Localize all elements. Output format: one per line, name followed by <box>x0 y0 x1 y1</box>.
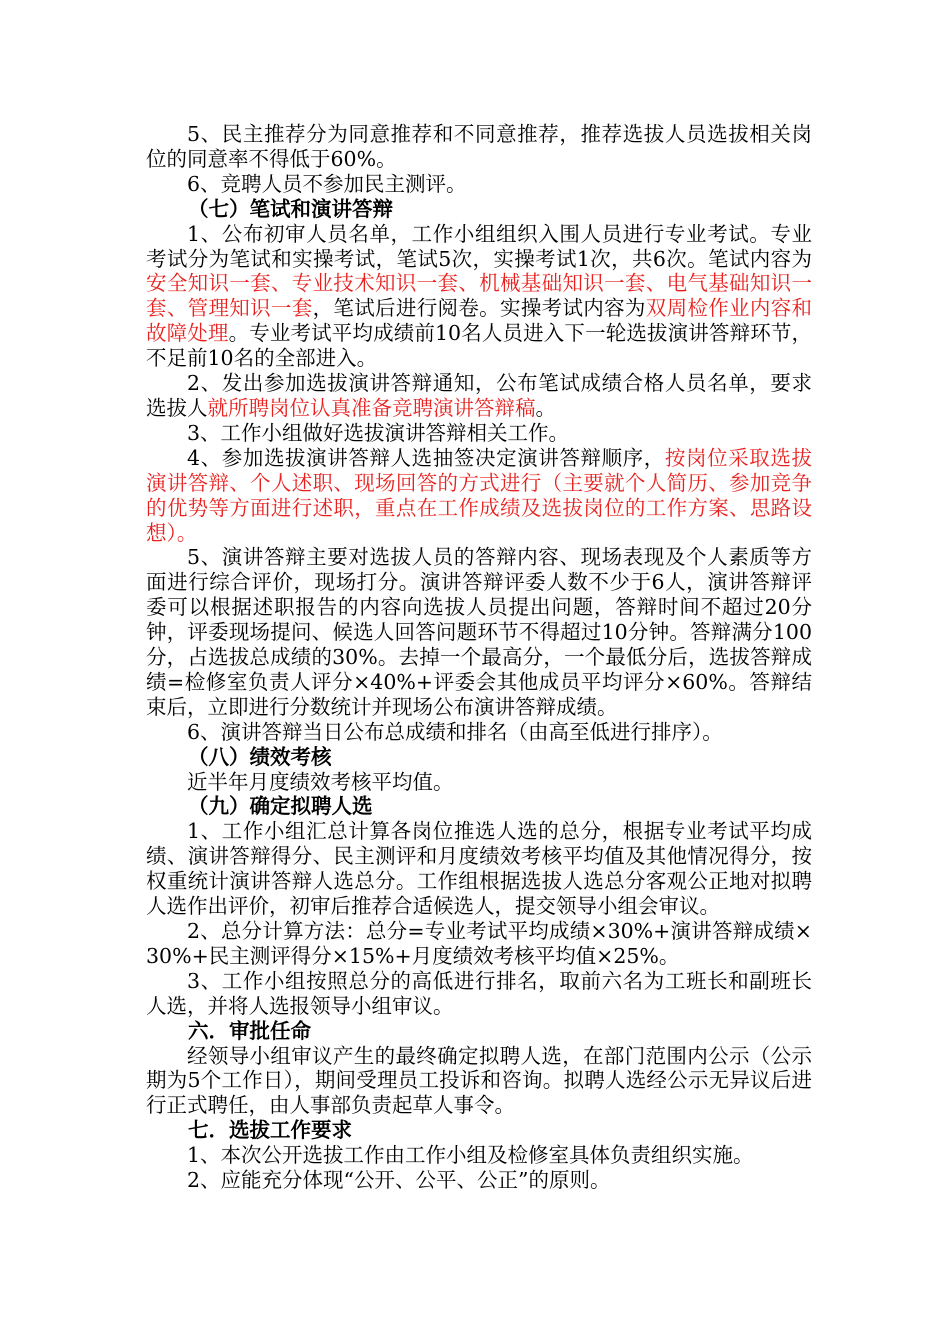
paragraph-text: 6、竞聘人员不参加民主测评。 <box>187 171 467 196</box>
paragraph-text: 1、本次公开选拔工作由工作小组及检修室具体负责组织实施。 <box>187 1143 754 1168</box>
paragraph-exam-4 <box>146 446 812 546</box>
section-heading-9 <box>146 794 812 819</box>
paragraph-exam-6 <box>146 720 812 745</box>
paragraph-text: 。 <box>535 395 556 420</box>
paragraph-exam-1 <box>146 222 812 371</box>
section-heading-seven <box>146 1118 812 1143</box>
paragraph-text: 3、工作小组做好选拔演讲答辩相关工作。 <box>187 420 570 445</box>
paragraph-select-3 <box>146 969 812 1019</box>
paragraph-text: 5、民主推荐分为同意推荐和不同意推荐，推荐选拔人员选拔相关岗位的同意率不得低于60%。 <box>146 122 812 171</box>
highlighted-text: 就所聘岗位认真准备竞聘演讲答辩稿 <box>207 395 536 420</box>
paragraph-text: 6、演讲答辩当日公布总成绩和排名（由高至低进行排序）。 <box>187 719 723 744</box>
paragraph-performance <box>146 770 812 795</box>
paragraph-text: 2、总分计算方法：总分=专业考试平均成绩×30%+演讲答辩成绩×30%+民主测评得分×15%+月度绩效考核平均值×25%。 <box>146 919 812 968</box>
paragraph-exam-3 <box>146 421 812 446</box>
heading-text: （八）绩效考核 <box>188 744 332 769</box>
paragraph-select-2 <box>146 919 812 969</box>
paragraph-text: 2、发出参加选拔演讲答辩通知，公布笔试成绩合格人员名单，要求选拔人 <box>146 371 812 420</box>
heading-text: 六．审批任命 <box>188 1018 311 1043</box>
section-heading-8 <box>146 745 812 770</box>
paragraph-text: 1、公布初审人员名单，工作小组组织入围人员进行专业考试。专业考试分为笔试和实操考试，笔试5次，实操考试1次，共6次。笔试内容为 <box>146 221 812 271</box>
paragraph-item-5 <box>146 122 812 172</box>
heading-text: （九）确定拟聘人选 <box>188 794 373 819</box>
paragraph-text: 4、参加选拔演讲答辩人选抽签决定演讲答辩顺序， <box>187 445 665 470</box>
paragraph-select-1 <box>146 819 812 919</box>
paragraph-approval <box>146 1044 812 1119</box>
paragraph-text: 近半年月度绩效考核平均值。 <box>187 769 454 794</box>
highlighted-text: 安全知识一套、专业技术知识一套、机械基础知识一套、电气基础知识一套、管理知识一套 <box>146 271 812 321</box>
paragraph-requirement-1 <box>146 1143 812 1168</box>
document-page <box>146 122 812 1193</box>
paragraph-exam-5 <box>146 545 812 719</box>
paragraph-text: ，笔试后进行阅卷。实操考试内容为 <box>312 296 646 321</box>
highlighted-text: 双周检作业内容和故障处理 <box>146 296 813 346</box>
paragraph-text: 3、工作小组按照总分的高低进行排名，取前六名为工班长和副班长人选，并将人选报领导小组审议。 <box>146 968 812 1018</box>
paragraph-text: 5、演讲答辩主要对选拔人员的答辩内容、现场表现及个人素质等方面进行综合评价，现场打分。演讲答辩评委人数不少于6人，演讲答辩评委可以根据述职报告的内容向选拔人员提出问题，答辩时间不超过20分钟，评委现场提问、候选人回答问题环节不得超过10分钟。答辩满分100分，占选拔总成绩的30%。去掉一个最高分，一个最低分后，选拔答辩成绩=检修室负责人评分×40%+评委会其他成员平均评分×60%。答辩结束后，立即进行分数统计并现场公布演讲答辩成绩。 <box>146 545 812 719</box>
section-heading-7 <box>146 197 812 222</box>
paragraph-text: 1、工作小组汇总计算各岗位推选人选的总分，根据专业考试平均成绩、演讲答辩得分、民主测评和月度绩效考核平均值及其他情况得分，按权重统计演讲答辩人选总分。工作组根据选拔人选总分客观公正地对拟聘人选作出评价，初审后推荐合适候选人，提交领导小组会审议。 <box>146 819 812 919</box>
paragraph-text: 2、应能充分体现“公开、公平、公正”的原则。 <box>187 1168 611 1193</box>
paragraph-text: 。专业考试平均成绩前10名人员进入下一轮选拔演讲答辩环节，不足前10名的全部进入。 <box>146 321 812 371</box>
section-heading-six <box>146 1019 812 1044</box>
paragraph-requirement-2 <box>146 1168 812 1193</box>
heading-text: （七）笔试和演讲答辩 <box>188 196 393 221</box>
heading-text: 七．选拔工作要求 <box>188 1118 352 1143</box>
highlighted-text: 按岗位采取选拔演讲答辩、个人述职、现场回答的方式进行（主要就个人简历、参加竞争的优势等方面进行述职，重点在工作成绩及选拔岗位的工作方案、思路设想）。 <box>146 445 813 545</box>
paragraph-text: 经领导小组审议产生的最终确定拟聘人选，在部门范围内公示（公示期为5个工作日），期间受理员工投诉和咨询。拟聘人选经公示无异议后进行正式聘任，由人事部负责起草人事令。 <box>146 1043 812 1118</box>
paragraph-exam-2 <box>146 371 812 421</box>
paragraph-item-6 <box>146 172 812 197</box>
